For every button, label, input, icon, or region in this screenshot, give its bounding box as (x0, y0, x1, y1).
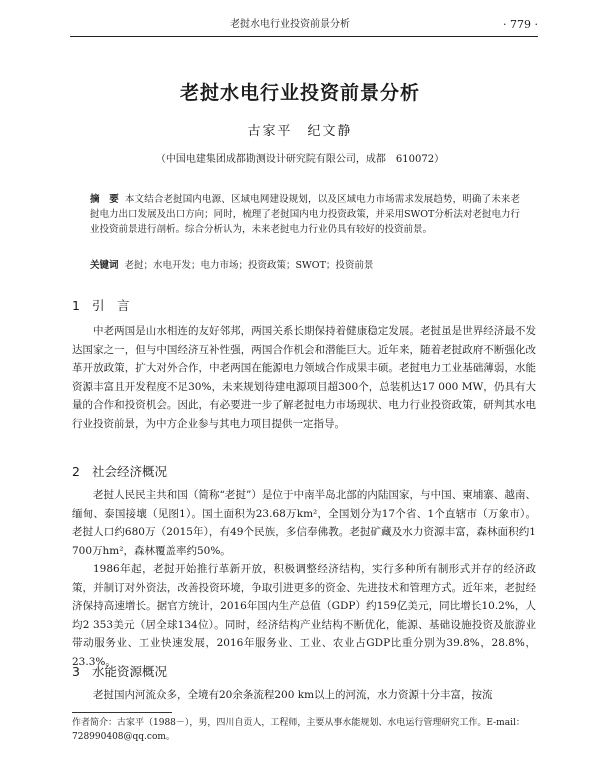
running-header (70, 14, 538, 37)
article-affiliation: （中国电建集团成都勘测设计研究院有限公司，成都 610072） (155, 154, 445, 165)
paragraph: 老挝国内河流众多，全境有20余条流程200 km以上的河流，水力资源十分丰富，按流 (93, 689, 493, 701)
paragraph: 老挝人民民主共和国（简称“老挝”）是位于中南半岛北部的内陆国家，与中国、柬埔寨、越南、缅甸、泰国接壤（见图1）。国土面积为23.68万km²，全国划分为17个省、1个直辖市（万象市）。老挝人口约680万（2015年），有49个民族，多信奉佛教。老挝矿藏及水力资源丰富，森林面积约1 700万hm²，森林覆盖率约50%。 (72, 489, 536, 557)
keywords (90, 258, 520, 273)
footnote-divider (72, 712, 172, 713)
section-title: 水能资源概况 (92, 664, 168, 679)
author-footnote: 作者简介：古家平（1988－），男，四川自贡人，工程师，主要从事水能规划、水电运行管理研究工作。E-mail：728990408@qq.com。 (72, 718, 525, 742)
section-heading (72, 462, 167, 480)
paragraph: 中老两国是山水相连的友好邻邦，两国关系长期保持着健康稳定发展。老挝虽是世界经济最不发达国家之一，但与中国经济互补性强，两国合作机会和潜能巨大。近年来，随着老挝政府不断强化改革开放政策，扩大对外合作，中老两国在能源电力领域合作成果丰硕。老挝电力工业基础薄弱，水能资源丰富且开发程度不足30%，未来规划待建电源项目超300个，总装机达17 000 MW，仍具有大量的合作和投资机会。因此，有必要进一步了解老挝电力市场现状、电力行业投资政策，研判其水电行业投资前景，为中方企业参与其电力项目提供一定指导。 (72, 325, 536, 430)
keywords-label: 关键词 (90, 260, 119, 271)
section-title: 社会经济概况 (92, 464, 168, 479)
page-number: · 779 · (503, 18, 538, 31)
article-authors: 古家平 纪文静 (247, 124, 353, 139)
section-number: 2 (72, 464, 80, 479)
section-heading (72, 296, 130, 314)
keywords-text: 老挝；水电开发；电力市场；投资政策；SWOT；投资前景 (124, 260, 374, 271)
abstract-label: 摘 要 (90, 194, 119, 205)
article-title: 老挝水电行业投资前景分析 (179, 82, 420, 104)
section-heading (72, 662, 167, 680)
section-number: 1 (72, 298, 80, 313)
section-number: 3 (72, 664, 80, 679)
paragraph: 1986年起，老挝开始推行革新开放，积极调整经济结构，实行多种所有制形式并存的经济政策，并制订对外资法，改善投资环境，争取引进更多的资金、先进技术和管理方式。近年来，老挝经济保持高速增长。据官方统计，2016年国内生产总值（GDP）约159亿美元，同比增长10.2%，人均2 353美元（居全球134位）。同时，经济结构产业结构不断优化，能源、基础设施投资及旅游业带动服务业、工业快速发展，2016年服务业、工业、农业占GDP比重分别为39.8%，28.8%，23.3%。 (72, 563, 536, 668)
running-header-title: 老挝水电行业投资前景分析 (230, 19, 350, 30)
abstract-text: 本文结合老挝国内电源、区域电网建设规划，以及区域电力市场需求发展趋势，明确了未来老挝电力出口发展及出口方向；同时，梳理了老挝国内电力投资政策，并采用SWOT分析法对老挝电力行业投资前景进行剖析。综合分析认为，未来老挝电力行业仍具有较好的投资前景。 (90, 194, 520, 235)
section-title: 引 言 (92, 298, 130, 313)
abstract (90, 192, 520, 237)
